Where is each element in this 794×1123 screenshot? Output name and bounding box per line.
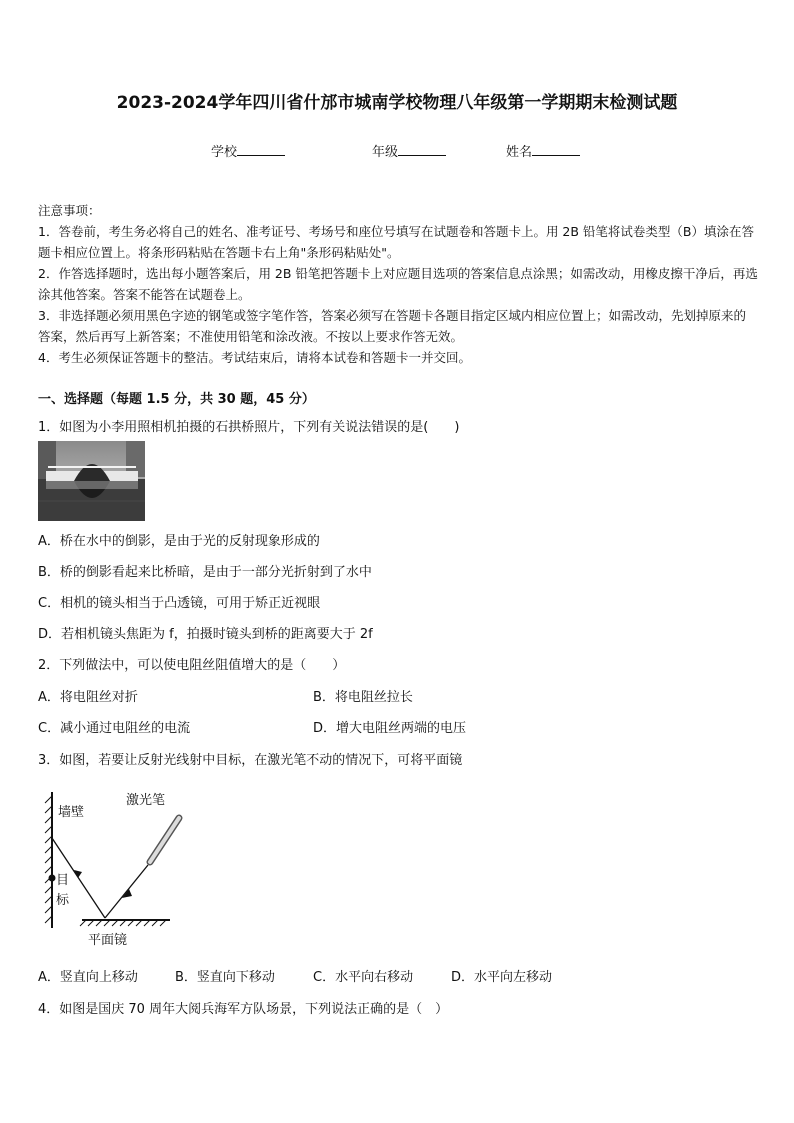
q2-stem: 2．下列做法中，可以使电阻丝阻值增大的是（ ） bbox=[38, 658, 346, 673]
notice-item: 3．非选择题必须用黑色字迹的钢笔或签字笔作答，答案必须写在答题卡各题目指定区域内相应位置上；如需改动，先划掉原来的答案，然后再写上新答案；不准使用铅笔和涂改液。不按以上要求作答无效。 bbox=[38, 308, 746, 344]
q3-stem: 3．如图，若要让反射光线射中目标，在激光笔不动的情况下，可将平面镜 bbox=[38, 753, 463, 768]
mirror-label: 平面镜 bbox=[88, 933, 128, 948]
q2-option-c: C．减小通过电阻丝的电流 bbox=[38, 721, 191, 736]
q1-option-b: B．桥的倒影看起来比桥暗，是由于一部分光折射到了水中 bbox=[38, 565, 372, 580]
q3-option-c: C．水平向右移动 bbox=[313, 970, 414, 985]
section-heading: 一、选择题（每题 1.5 分，共 30 题，45 分） bbox=[38, 392, 315, 407]
q1-option-a: A．桥在水中的倒影，是由于光的反射现象形成的 bbox=[38, 534, 320, 549]
q1-option-d: D．若相机镜头焦距为 f，拍摄时镜头到桥的距离要大于 2f bbox=[38, 627, 373, 642]
laser-pen-icon bbox=[150, 818, 179, 862]
laser-mirror-diagram bbox=[38, 786, 208, 952]
notice-item: 1．答卷前，考生务必将自己的姓名、准考证号、考场号和座位号填写在试题卷和答题卡上。用 2B 铅笔将试卷类型（B）填涂在答题卡相应位置上。将条形码粘贴在答题卡右上角"条形码粘贴处"。 bbox=[38, 224, 755, 260]
q1-option-c: C．相机的镜头相当于凸透镜，可用于矫正近视眼 bbox=[38, 596, 321, 611]
name-label: 姓名 bbox=[506, 145, 533, 160]
stone-arch-bridge-photo bbox=[38, 441, 145, 521]
school-blank bbox=[237, 143, 285, 156]
q1-stem: 1．如图为小李用照相机拍摄的石拱桥照片，下列有关说法错误的是( ) bbox=[38, 420, 460, 435]
notice-item: 4．考生必须保证答题卡的整洁。考试结束后，请将本试卷和答题卡一并交回。 bbox=[38, 350, 471, 365]
school-label: 学校 bbox=[211, 145, 238, 160]
page-title: 2023-2024学年四川省什邡市城南学校物理八年级第一学期期末检测试题 bbox=[116, 93, 678, 113]
notice-heading: 注意事项： bbox=[38, 203, 101, 218]
q3-option-a: A．竖直向上移动 bbox=[38, 970, 138, 985]
grade-label: 年级 bbox=[372, 145, 399, 160]
q2-option-b: B．将电阻丝拉长 bbox=[313, 690, 413, 705]
q2-option-d: D．增大电阻丝两端的电压 bbox=[313, 721, 467, 736]
school-field bbox=[211, 141, 285, 160]
target-dot-icon bbox=[49, 875, 56, 882]
target-label-1: 目 bbox=[56, 873, 70, 888]
grade-field bbox=[372, 141, 446, 160]
student-info-row bbox=[0, 141, 794, 161]
q3-option-d: D．水平向左移动 bbox=[451, 970, 553, 985]
target-label-2: 标 bbox=[56, 893, 70, 908]
notice-item: 2．作答选择题时，选出每小题答案后，用 2B 铅笔把答题卡上对应题目选项的答案信息点涂黑；如需改动，用橡皮擦干净后，再选涂其他答案。答案不能答在试题卷上。 bbox=[38, 266, 758, 302]
laser-label: 激光笔 bbox=[126, 793, 166, 808]
q3-option-b: B．竖直向下移动 bbox=[175, 970, 275, 985]
q2-option-a: A．将电阻丝对折 bbox=[38, 690, 138, 705]
q4-stem: 4．如图是国庆 70 周年大阅兵海军方队场景，下列说法正确的是（ ） bbox=[38, 1002, 449, 1017]
notice-block bbox=[38, 200, 758, 368]
grade-blank bbox=[398, 143, 446, 156]
wall-label: 墙壁 bbox=[58, 805, 85, 820]
name-field bbox=[506, 141, 580, 160]
name-blank bbox=[532, 143, 580, 156]
